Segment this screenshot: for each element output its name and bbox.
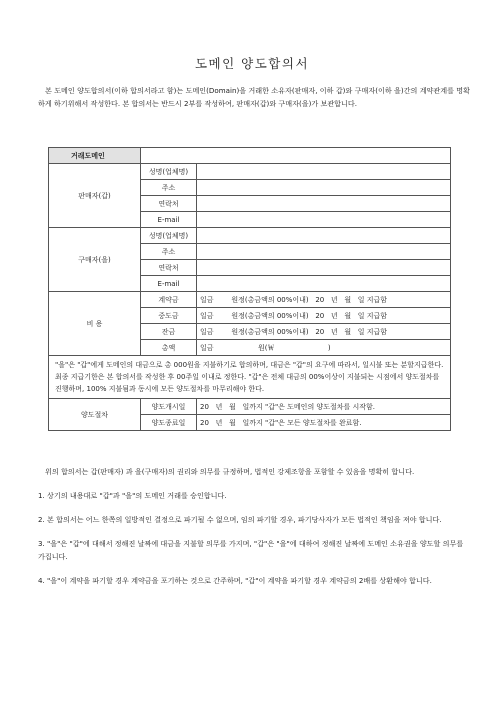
terms-item: 2. 본 합의서는 어느 한쪽의 일방적인 결정으로 파기될 수 없으며, 임의 파기할 경우, 파기당사자가 모든 법적인 책임을 져야 합니다. [38, 515, 442, 524]
intro-paragraph [38, 84, 470, 110]
seller-phone-cell[interactable] [197, 196, 451, 212]
terms-item: 4. "을"이 계약을 파기할 경우 계약금을 포기하는 것으로 간주하며, "갑"이 계약을 파기할 경우 계약금의 2배를 상환해야 합니다. [38, 576, 432, 585]
buyer-address-cell[interactable] [197, 244, 451, 260]
seller-row [49, 164, 451, 180]
buyer-field-label: 연락처 [141, 260, 197, 276]
transfer-item-label: 양도종료일 [141, 415, 197, 431]
buyer-field-label: E-mail [141, 276, 197, 292]
transfer-row [49, 399, 451, 415]
cost-label: 비 용 [49, 292, 141, 356]
seller-label: 판매자(갑) [49, 164, 141, 228]
transfer-item-label: 양도개시일 [141, 399, 197, 415]
seller-field-label: E-mail [141, 212, 197, 228]
buyer-name-cell[interactable] [197, 228, 451, 244]
buyer-email-cell[interactable] [197, 276, 451, 292]
terms-summary: 위의 합의서는 갑(판매자) 과 을(구매자)의 권리와 의무를 규정하며, 법적인 강제조항을 포함할 수 있음을 명확히 합니다. [45, 467, 415, 476]
seller-field-label: 연락처 [141, 196, 197, 212]
payment-note-row [49, 356, 451, 399]
buyer-field-label: 주소 [141, 244, 197, 260]
intro-text: 본 도메인 양도합의서(이하 합의서라고 함)는 도메인(Domain)을 거래한 소유자(판매자, 이하 갑)와 구매자(이하 을)간의 계약관계를 명확하게 하기위해서 작성한다. 본 합의서는 반드시 2부를 작성하여, 판매자(갑)와 구매자(을)가 보관합니다. [38, 86, 470, 108]
cost-item-value: 일금 원정(총금액의 00%이내) 20 년 월 일 지급함 [197, 292, 451, 308]
cost-item-label: 중도금 [141, 308, 197, 324]
buyer-phone-cell[interactable] [197, 260, 451, 276]
cost-item-label: 잔금 [141, 324, 197, 340]
seller-name-cell[interactable] [197, 164, 451, 180]
cost-row [49, 292, 451, 308]
domain-header: 거래도메인 [49, 148, 141, 164]
terms-section [38, 465, 470, 598]
transfer-item-value: 20 년 월 일까지 "갑"은 도메인의 양도절차를 시작함. [197, 399, 451, 415]
agreement-table [48, 147, 451, 431]
seller-address-cell[interactable] [197, 180, 451, 196]
terms-item: 1. 상기의 내용대로 "갑"과 "을"의 도메인 거래를 승인합니다. [38, 491, 227, 500]
cost-item-value: 일금 원정(총금액의 00%이내) 20 년 월 일 지급함 [197, 308, 451, 324]
buyer-field-label: 성명(업체명) [141, 228, 197, 244]
domain-header-row [49, 148, 451, 164]
seller-field-label: 성명(업체명) [141, 164, 197, 180]
cost-item-label: 계약금 [141, 292, 197, 308]
domain-value-cell[interactable] [141, 148, 451, 164]
document-title: 도메인 양도합의서 [194, 56, 310, 71]
seller-field-label: 주소 [141, 180, 197, 196]
buyer-label: 구매자(을) [49, 228, 141, 292]
cost-item-value: 일금 원(￦ ) [197, 340, 451, 356]
terms-item: 3. "을"은 "갑"에 대해서 정해진 날짜에 대금을 지불할 의무를 가지며, "갑"은 "을"에 대하여 정해진 날짜에 도메인 소유권을 양도할 의무를 가집니다. [38, 539, 464, 561]
payment-note: "을"은 "갑"에게 도메인의 대금으로 총 000원을 지불하기로 합의하며, 대금은 "갑"의 요구에 따라서, 일시불 또는 분할지급한다. 최종 지급기한은 본 합의서를 작성한 후 00주일 이내로 정한다. "갑"은 전체 대금의 00%이상이 지불되는 시점에서 양도절차를 진행하며, 100% 지불됨과 동시에 모든 양도절차를 마무리해야 한다. [49, 356, 451, 399]
seller-email-cell[interactable] [197, 212, 451, 228]
cost-item-value: 일금 원정(총금액의 00%이내) 20 년 월 일 지급함 [197, 324, 451, 340]
buyer-row [49, 228, 451, 244]
cost-item-label: 총액 [141, 340, 197, 356]
transfer-label: 양도절차 [49, 399, 141, 431]
transfer-item-value: 20 년 월 일까지 "갑"은 모든 양도절차를 완료함. [197, 415, 451, 431]
